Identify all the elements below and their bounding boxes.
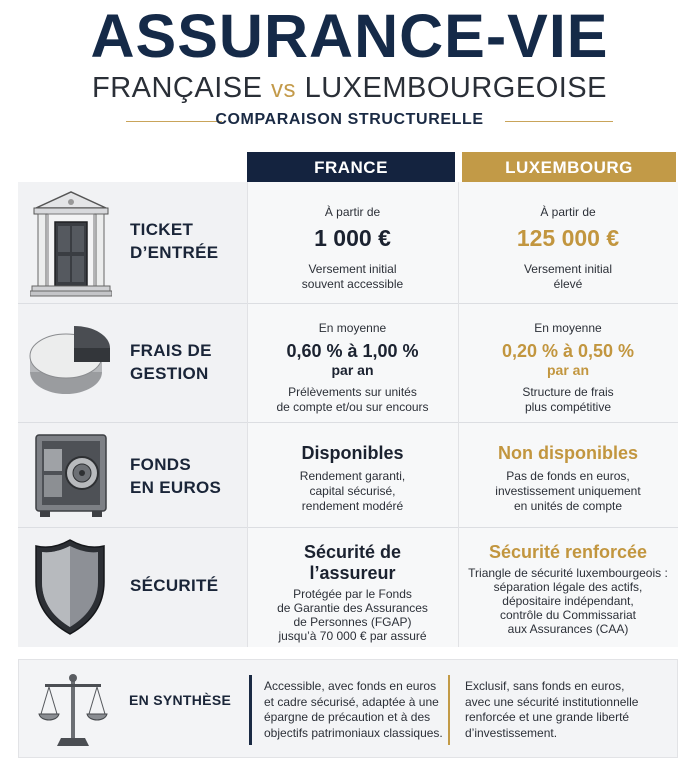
value-note: dépositaire indépendant,	[502, 594, 634, 608]
value-main: 0,60 % à 1,00 %	[286, 341, 419, 361]
synthesis-france-bar	[249, 675, 252, 745]
kicker: COMPARAISON STRUCTURELLE	[215, 111, 484, 128]
luxembourg-cell	[458, 528, 678, 647]
value-prefix: En moyenne	[318, 321, 387, 335]
value-main: Disponibles	[301, 443, 404, 463]
value-note: souvent accessible	[301, 277, 404, 291]
value-note: Versement initial	[308, 262, 397, 276]
value-main: 0,20 % à 0,50 %	[501, 341, 635, 361]
value-note: Prélèvements sur unités	[288, 385, 417, 399]
luxembourg-cell	[458, 182, 678, 303]
value-note: capital sécurisé,	[309, 484, 396, 498]
shield-icon	[32, 536, 108, 636]
value-main: Sécurité de	[303, 542, 402, 562]
value-note: de Personnes (FGAP)	[293, 615, 412, 629]
row-label-line: D’ENTRÉE	[130, 243, 219, 262]
value-note: Rendement garanti,	[299, 469, 406, 483]
synthesis-luxembourg-text	[465, 679, 638, 741]
france-cell	[247, 304, 458, 422]
synthesis-box	[18, 659, 678, 758]
comparison-table	[18, 182, 678, 647]
synthesis-line: et cadre sécurisé, adaptée à une	[264, 694, 439, 709]
value-main: 125 000 €	[516, 225, 620, 251]
luxembourg-cell	[458, 423, 678, 527]
row-label-cell	[18, 528, 247, 647]
synthesis-line: Accessible, avec fonds en euros	[264, 679, 437, 693]
value-period: par an	[331, 362, 374, 378]
row-fonds	[18, 423, 678, 527]
synthesis-line: objectifs patrimoniaux classiques.	[264, 725, 443, 740]
france-cell	[247, 182, 458, 303]
row-securite	[18, 528, 678, 647]
synthesis-line: d’investissement.	[465, 725, 558, 740]
synthesis-line: épargne de précaution et à des	[264, 710, 431, 724]
row-label-line: TICKET	[130, 220, 194, 239]
row-label-line: FRAIS DE	[130, 341, 212, 360]
value-note: de compte et/ou sur encours	[276, 400, 429, 414]
page-subtitle	[0, 72, 699, 106]
value-prefix: À partir de	[540, 205, 596, 219]
column-header-luxembourg: LUXEMBOURG	[462, 152, 676, 182]
france-cell	[247, 423, 458, 527]
synthesis-line: Exclusif, sans fonds en euros,	[465, 679, 625, 693]
synthesis-france-text	[264, 679, 443, 741]
subtitle-luxembourg: LUXEMBOURGEOISE	[304, 72, 607, 104]
synthesis-label: EN SYNTHÈSE	[129, 692, 232, 708]
value-note: contrôle du Commissariat	[499, 608, 637, 622]
value-main: Non disponibles	[497, 443, 638, 463]
value-main: 1 000 €	[314, 225, 391, 251]
value-note: en unités de compte	[513, 499, 623, 513]
value-note: Versement initial	[523, 262, 613, 276]
row-label	[130, 218, 218, 264]
value-note: investissement uniquement	[495, 484, 641, 498]
pie-chart-icon	[26, 322, 112, 402]
subtitle-france: FRANÇAISE	[91, 72, 263, 104]
value-note: séparation légale des actifs,	[493, 580, 643, 594]
page-title: ASSURANCE-VIE	[90, 2, 609, 70]
column-divider	[247, 182, 248, 647]
column-header-france: FRANCE	[247, 152, 455, 182]
synthesis-line: renforcée et une grande liberté	[465, 710, 630, 724]
synthesis-luxembourg-bar	[448, 675, 450, 745]
row-label-cell	[18, 304, 247, 422]
value-note: Structure de frais	[522, 385, 614, 399]
building-door-icon	[30, 188, 112, 298]
value-note: de Garantie des Assurances	[277, 601, 428, 615]
value-period: par an	[546, 362, 589, 378]
row-label-line: FONDS	[130, 455, 191, 474]
value-note: plus compétitive	[524, 400, 612, 414]
subtitle-vs: vs	[271, 76, 297, 103]
safe-icon	[30, 429, 112, 521]
value-note: Protégée par le Fonds	[293, 587, 412, 601]
value-note: aux Assurances (CAA)	[507, 622, 629, 636]
synthesis-line: avec une sécurité institutionnelle	[465, 694, 639, 709]
france-cell	[247, 528, 458, 647]
luxembourg-cell	[458, 304, 678, 422]
value-note: élevé	[553, 277, 583, 291]
value-main: l’assureur	[309, 563, 396, 583]
row-label-cell	[18, 182, 247, 303]
row-label: SÉCURITÉ	[130, 576, 219, 595]
column-divider	[458, 182, 459, 647]
value-note: jusqu’à 70 000 € par assuré	[278, 629, 427, 643]
row-label	[130, 339, 212, 385]
row-ticket	[18, 182, 678, 303]
row-label-line: EN EUROS	[130, 478, 222, 497]
value-note: rendement modéré	[301, 499, 404, 513]
value-note: Triangle de sécurité luxembourgeois :	[468, 566, 668, 580]
row-frais	[18, 304, 678, 422]
value-main: Sécurité renforcée	[488, 542, 648, 562]
row-label-cell	[18, 423, 247, 527]
value-prefix: À partir de	[324, 205, 381, 219]
scales-icon	[37, 670, 109, 750]
row-label-line: GESTION	[130, 364, 209, 383]
row-label	[130, 453, 221, 499]
value-prefix: En moyenne	[534, 321, 602, 335]
value-note: Pas de fonds en euros,	[506, 469, 630, 483]
